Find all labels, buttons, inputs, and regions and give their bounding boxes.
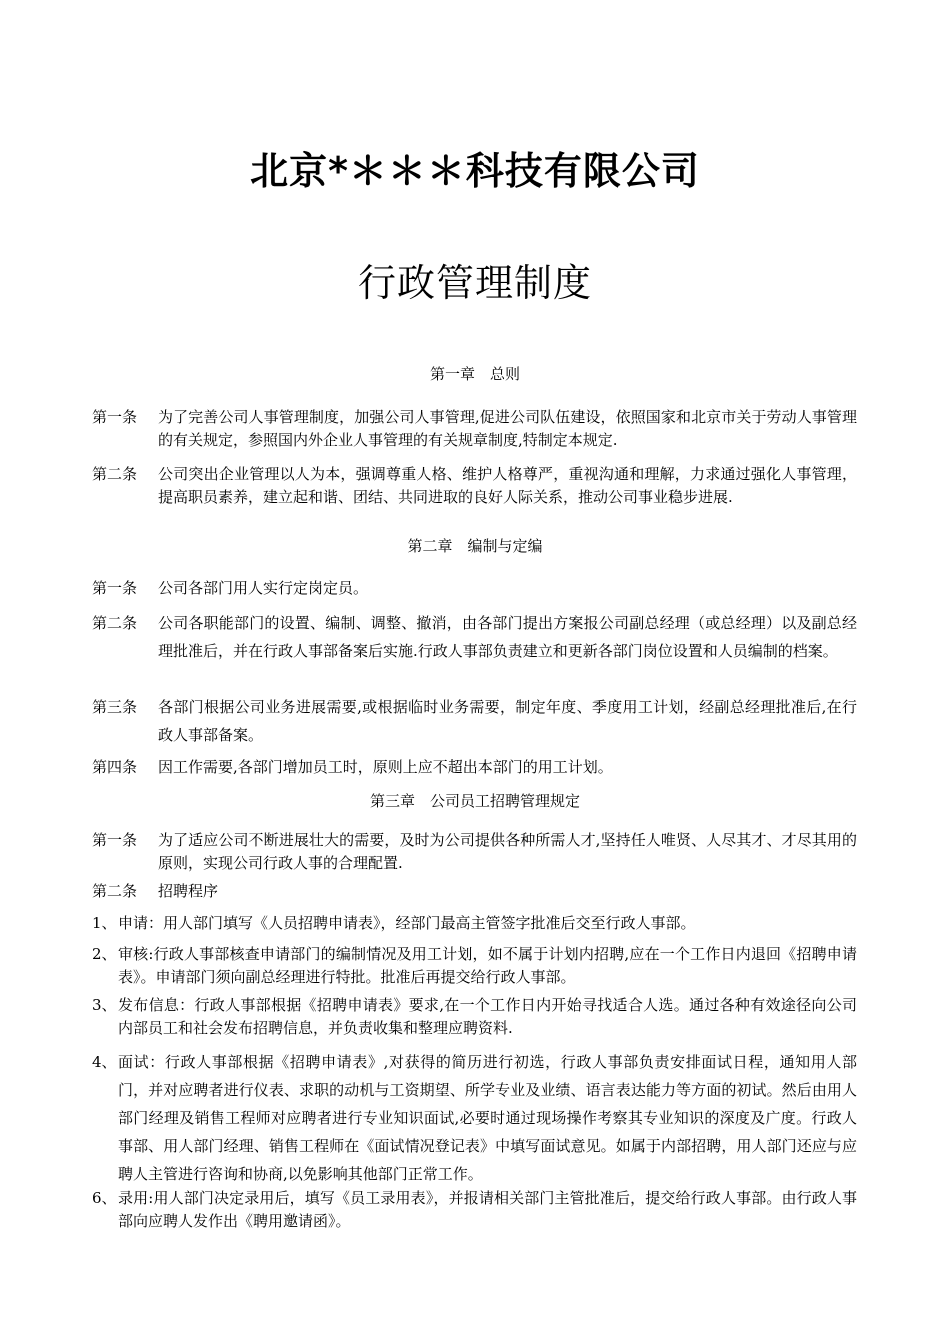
article-label: 第二条: [92, 614, 138, 632]
ch3-article-1: [92, 829, 857, 875]
article-label: 第一条: [92, 408, 138, 426]
article-text: 公司各部门用人实行定岗定员。: [158, 579, 369, 597]
article-label: 第三条: [92, 698, 138, 716]
ch3-item-6: [92, 1187, 857, 1233]
article-text: 为了适应公司不断进展壮大的需要，及时为公司提供各种所需人才,坚持任人唯贤、人尽其才、才尽其用的原则，实现公司行政人事的合理配置.: [158, 831, 857, 872]
document-title: 行政管理制度: [357, 261, 592, 305]
item-number: 2、: [92, 945, 117, 963]
company-title: 北京*＊＊＊科技有限公司: [250, 149, 700, 193]
article-text: 因工作需要,各部门增加员工时，原则上应不超出本部门的用工计划。: [158, 758, 613, 776]
article-text: 公司突出企业管理以人为本，强调尊重人格、维护人格尊严，重视沟通和理解，力求通过强化人事管理，提高职员素养，建立起和谐、团结、共同进取的良好人际关系，推动公司事业稳步进展.: [158, 465, 857, 506]
article-text: 招聘程序: [158, 882, 219, 900]
article-label: 第一条: [92, 831, 138, 849]
article-label: 第二条: [92, 882, 138, 900]
ch1-article-2: [92, 463, 857, 509]
ch3-item-4: [92, 1048, 857, 1188]
article-label: 第一条: [92, 579, 138, 597]
ch2-article-3: [92, 693, 857, 749]
ch1-article-1: [92, 406, 857, 452]
item-number: 3、: [92, 996, 117, 1014]
chapter-2-heading: 第二章 编制与定编: [407, 537, 543, 555]
item-number: 4、: [92, 1053, 117, 1071]
item-number: 1、: [92, 914, 117, 932]
item-text: 面试：行政人事部根据《招聘申请表》,对获得的简历进行初选，行政人事部负责安排面试日程，通知用人部门，并对应聘者进行仪表、求职的动机与工资期望、所学专业及业绩、语言表达能力等方面的初试。然后由用人部门经理及销售工程师对应聘者进行专业知识面试,必要时通过现场操作考察其专业知识的深度及广度。行政人事部、用人部门经理、销售工程师在《面试情况登记表》中填写面试意见。如属于内部招聘，用人部门还应与应聘人主管进行咨询和协商,以免影响其他部门正常工作。: [118, 1053, 857, 1183]
item-text: 申请：用人部门填写《人员招聘申请表》，经部门最高主管签字批准后交至行政人事部。: [118, 914, 696, 932]
ch3-article-2: [92, 880, 857, 903]
article-text: 各部门根据公司业务进展需要,或根据临时业务需要，制定年度、季度用工计划，经副总经理批准后,在行政人事部备案。: [158, 698, 857, 744]
ch2-article-4: [92, 756, 857, 779]
item-text: 录用:用人部门决定录用后，填写《员工录用表》，并报请相关部门主管批准后，提交给行政人事部。由行政人事部向应聘人发作出《聘用邀请函》。: [118, 1189, 857, 1230]
ch3-item-3: [92, 994, 857, 1040]
chapter-1-heading: 第一章 总则: [429, 365, 520, 383]
ch3-item-2: [92, 943, 857, 989]
article-text: 公司各职能部门的设置、编制、调整、撤消，由各部门提出方案报公司副总经理（或总经理）以及副总经理批准后，并在行政人事部备案后实施.行政人事部负责建立和更新各部门岗位设置和人员编制的档案。: [158, 614, 857, 660]
ch2-article-1: [92, 577, 857, 600]
ch2-article-2: [92, 609, 857, 665]
chapter-3-heading: 第三章 公司员工招聘管理规定: [369, 792, 580, 810]
article-label: 第四条: [92, 758, 138, 776]
article-text: 为了完善公司人事管理制度，加强公司人事管理,促进公司队伍建设，依照国家和北京市关于劳动人事管理的有关规定，参照国内外企业人事管理的有关规章制度,特制定本规定.: [158, 408, 857, 449]
ch3-item-1: [92, 912, 857, 935]
article-label: 第二条: [92, 465, 138, 483]
item-text: 审核:行政人事部核查申请部门的编制情况及用工计划，如不属于计划内招聘,应在一个工作日内退回《招聘申请表》。申请部门须向副总经理进行特批。批准后再提交给行政人事部。: [118, 945, 857, 986]
item-number: 6、: [92, 1189, 117, 1207]
item-text: 发布信息：行政人事部根据《招聘申请表》要求,在一个工作日内开始寻找适合人选。通过各种有效途径向公司内部员工和社会发布招聘信息，并负责收集和整理应聘资料.: [118, 996, 857, 1037]
